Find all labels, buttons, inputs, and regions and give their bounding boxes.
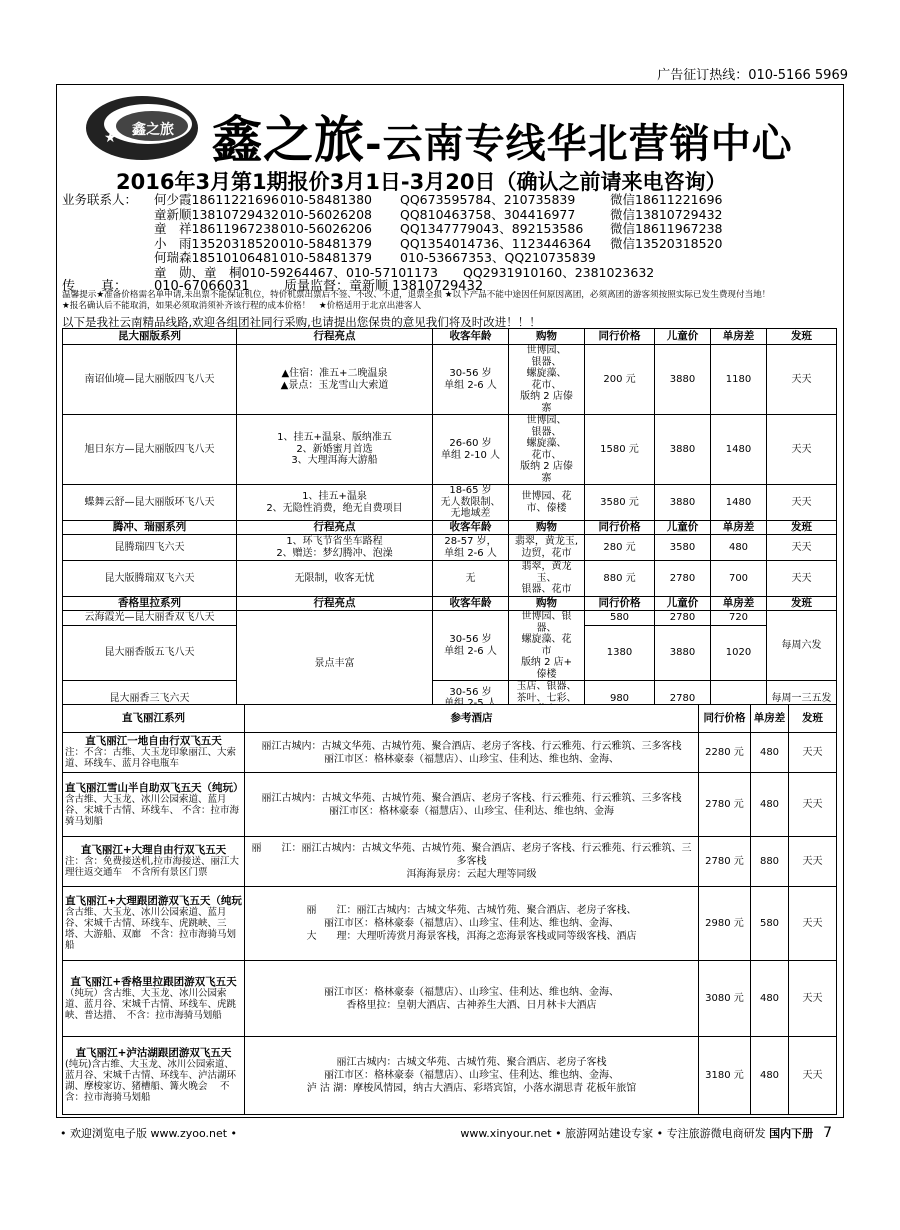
footer-left: • 欢迎浏览电子版 www.zyoo.net • <box>60 1127 238 1140</box>
table-row <box>63 773 837 837</box>
table-row <box>63 561 837 597</box>
table-row <box>63 961 837 1037</box>
route-child-price: 2780 <box>655 681 711 717</box>
route-child-price: 2780 <box>655 611 711 626</box>
product-peer-price: 3180 元 <box>699 1037 751 1115</box>
route-peer-price: 580 <box>585 611 655 626</box>
product-peer-price: 2780 元 <box>699 773 751 837</box>
ad-hotline: 广告征订热线：010-5166 5969 <box>657 68 848 83</box>
contact-name: 小 雨13520318520 <box>154 235 279 251</box>
route-age: 18-65 岁 无人数限制、 无地域差 <box>433 485 509 521</box>
route-departure: 每周一三五发 <box>767 681 837 717</box>
table-row <box>63 611 837 626</box>
section-header <box>63 521 837 535</box>
contact-name: 童 祥18611967238 <box>154 221 279 236</box>
product-cell <box>63 773 245 837</box>
route-single-supplement: 1180 <box>711 345 767 415</box>
product-departure: 天天 <box>789 837 837 887</box>
product-name: 直飞丽江一地自由行双飞五天 <box>85 735 222 747</box>
col-peer: 同行价格 <box>585 597 655 611</box>
footer-right <box>460 1125 832 1141</box>
route-child-price: 3880 <box>655 345 711 415</box>
contact-name: 何瑞森18510106481 <box>154 250 279 265</box>
product-peer-price: 2980 元 <box>699 887 751 961</box>
section-header <box>63 597 837 611</box>
table-row <box>63 1037 837 1115</box>
col-age: 收客年龄 <box>433 597 509 611</box>
route-peer-price: 980 <box>585 681 655 717</box>
col-hotel: 参考酒店 <box>245 705 699 733</box>
col-age: 收客年龄 <box>433 329 509 345</box>
footer-section: 国内下册 <box>769 1127 814 1140</box>
section-header <box>63 705 837 733</box>
product-single-supplement: 480 <box>751 1037 789 1115</box>
route-highlight: ▲住宿：准五+二晚温泉 ▲景点：玉龙雪山大索道 <box>237 345 433 415</box>
route-child-price: 3880 <box>655 485 711 521</box>
product-cell <box>63 887 245 961</box>
product-desc: (纯玩)含古维、大玉龙、冰川公园索道、蓝月谷、宋城千古情、环线车、泸沽湖环湖、摩梭家访、猪槽船、篝火晚会 不含：拉市海骑马划船 <box>65 1059 237 1103</box>
route-single-supplement: 1020 <box>711 625 767 680</box>
contact-name: 童新顺13810729432 <box>154 206 279 222</box>
col-peer: 同行价格 <box>585 521 655 535</box>
product-hotels: 丽江古城内：古城文华苑、古城竹苑、聚合酒店、老房子客栈、行云雅苑、行云雅筑、三多客栈 丽江市区：格林豪泰（福慧店）、山珍宝、佳利达、维也纳、金海、 <box>245 733 699 773</box>
product-peer-price: 2280 元 <box>699 733 751 773</box>
contact-row <box>62 222 722 237</box>
route-departure: 天天 <box>767 485 837 521</box>
contact-tel: 010-58481379 <box>280 235 372 251</box>
route-single-supplement: 720 <box>711 611 767 626</box>
route-departure: 天天 <box>767 345 837 415</box>
contact-qq: QQ1354014736、1123446364 <box>400 235 592 251</box>
route-peer-price: 200 元 <box>585 345 655 415</box>
col-single: 单房差 <box>711 521 767 535</box>
footer-site: www.xinyour.net • 旅游网站建设专家 • 专注旅游微电商研发 <box>460 1127 766 1140</box>
col-highlight: 行程亮点 <box>237 329 433 345</box>
route-name: 南诏仙境—昆大丽版四飞八天 <box>63 345 237 415</box>
product-desc: 注：含：免费接送机,拉市海接送、丽江大理往返交通车 不含所有景区门票 <box>65 856 240 878</box>
price-table-lijiang <box>62 704 837 1115</box>
contacts-label: 业务联系人： <box>62 192 138 207</box>
route-age: 30-56 岁 单组 2-6 人 <box>433 345 509 415</box>
table-row <box>63 345 837 415</box>
route-shop: 翡翠，黄龙 玉、 银器、花市 <box>509 561 585 597</box>
table-row <box>63 837 837 887</box>
route-peer-price: 280 元 <box>585 535 655 561</box>
product-name: 直飞丽江+大理跟团游双飞五天（纯玩 <box>65 895 242 907</box>
product-desc: （纯玩）含古维、大玉龙、冰川公园索道、蓝月谷、宋城千古情、环线车、虎跳峡、普达措、 不含：拉市海骑马划船 <box>65 987 237 1021</box>
col-shop: 购物 <box>509 597 585 611</box>
route-name: 昆大版腾瑞双飞六天 <box>63 561 237 597</box>
contact-wechat: 微信13520318520 <box>610 235 723 251</box>
route-age: 26-60 岁 单组 2-10 人 <box>433 415 509 485</box>
section-title: 昆大丽版系列 <box>63 329 237 345</box>
product-departure: 天天 <box>789 773 837 837</box>
contact-row <box>62 237 722 252</box>
product-cell <box>63 733 245 773</box>
route-child-price: 2780 <box>655 561 711 597</box>
product-departure: 天天 <box>789 733 837 773</box>
col-shop: 购物 <box>509 329 585 345</box>
col-highlight: 行程亮点 <box>237 597 433 611</box>
route-child-price: 3880 <box>655 415 711 485</box>
product-peer-price: 2780 元 <box>699 837 751 887</box>
route-single-supplement: 1480 <box>711 485 767 521</box>
col-depart: 发班 <box>789 705 837 733</box>
route-peer-price: 1380 <box>585 625 655 680</box>
product-name: 直飞丽江+大理自由行双飞五天 <box>80 844 227 856</box>
contact-qq: QQ673595784、210735839 <box>400 192 576 207</box>
fax-number: 010-67066031 <box>154 279 250 294</box>
route-departure: 天天 <box>767 535 837 561</box>
route-shop: 玉店、银器、 茶叶、七彩、 <box>509 681 585 717</box>
contact-wechat: 微信18611967238 <box>610 221 723 236</box>
product-hotels: 丽 江：丽江古城内：古城文华苑、古城竹苑、聚合酒店、老房子客栈、行云雅苑、行云雅筑、三多客栈 洱海海景房：云起大理等同级 <box>245 837 699 887</box>
section-header <box>63 329 837 345</box>
product-desc: 注：不含：古维、大玉龙印象丽江、大索道、环线车、蓝月谷电瓶车 <box>65 747 237 769</box>
route-shop: 世博园、 银器、 螺旋藻、 花市、 版纳 2 店傣 寨 <box>509 345 585 415</box>
col-highlight: 行程亮点 <box>237 521 433 535</box>
product-hotels: 丽江古城内：古城文华苑、古城竹苑、聚合酒店、老房子客栈、行云雅苑、行云雅筑、三多客栈 丽江市区：格林豪泰（福慧店）、山珍宝、佳利达、维也纳、金海 <box>245 773 699 837</box>
brand-logo <box>82 90 202 166</box>
col-peer: 同行价格 <box>699 705 751 733</box>
contact-tel: 010-56026208 <box>280 206 372 222</box>
page-number: 7 <box>823 1125 832 1141</box>
contacts-block <box>62 193 722 295</box>
section-title: 直飞丽江系列 <box>63 705 245 733</box>
quality-supervisor: 质量监督：童新顺 13810729432 <box>284 279 484 294</box>
route-departure: 天天 <box>767 415 837 485</box>
table-row <box>63 485 837 521</box>
route-shop: 世博园、 银器、 螺旋藻、 花市、 版纳 2 店傣 寨 <box>509 415 585 485</box>
col-child: 儿童价 <box>655 597 711 611</box>
route-highlight: 1、挂五+温泉 2、无隐性消费，绝无自费项目 <box>237 485 433 521</box>
price-table-routes <box>62 328 837 717</box>
contact-extra: 童 勋、童 桐010-59264467、010-57101173 QQ2931910160、2381023632 <box>154 264 655 280</box>
contact-qq: 010-53667353、QQ210735839 <box>400 250 596 265</box>
section-title: 香格里拉系列 <box>63 597 237 611</box>
table-row <box>63 415 837 485</box>
product-cell <box>63 837 245 887</box>
product-single-supplement: 480 <box>751 773 789 837</box>
contact-tel: 010-56026206 <box>280 221 372 236</box>
route-shop: 翡翠，黄龙玉, 边贸，花市 <box>509 535 585 561</box>
col-age: 收客年龄 <box>433 521 509 535</box>
route-shop: 世博园、花 市、傣楼 <box>509 485 585 521</box>
route-age: 30-56 岁 <box>433 681 509 717</box>
route-name: 昆大丽香三飞六天 <box>63 681 237 717</box>
route-age: 28-57 岁， 单组 2-6 人 <box>433 535 509 561</box>
col-single: 单房差 <box>711 597 767 611</box>
table-row <box>63 887 837 961</box>
contact-wechat: 微信18611221696 <box>610 192 723 207</box>
product-cell <box>63 1037 245 1115</box>
col-peer: 同行价格 <box>585 329 655 345</box>
product-name: 直飞丽江+泸沽湖跟团游双飞五天 <box>75 1047 232 1059</box>
product-single-supplement: 480 <box>751 961 789 1037</box>
fax-label: 传 真： <box>62 279 128 294</box>
logo-star-icon: ★ <box>104 130 117 146</box>
intro-text: 以下是我社云南精品线路,欢迎各组团社同行采购,也请提出您保贵的意见我们将及时改进！！！ <box>62 315 541 329</box>
brand-subtitle: -云南专线华北营销中心 <box>365 120 793 167</box>
contact-row <box>62 266 722 281</box>
route-age: 30-56 岁 单组 2-6 人 <box>433 611 509 681</box>
product-peer-price: 3080 元 <box>699 961 751 1037</box>
col-child: 儿童价 <box>655 521 711 535</box>
brand-title <box>212 100 793 172</box>
route-single-supplement: 480 <box>711 535 767 561</box>
route-peer-price: 3580 元 <box>585 485 655 521</box>
col-depart: 发班 <box>767 521 837 535</box>
route-single-supplement: 700 <box>711 561 767 597</box>
col-single: 单房差 <box>751 705 789 733</box>
route-single-supplement: 1480 <box>711 415 767 485</box>
product-single-supplement: 480 <box>751 733 789 773</box>
route-highlight: 无限制，收客无忧 <box>237 561 433 597</box>
contact-row <box>62 193 722 208</box>
product-hotels: 丽江市区：格林豪泰（福慧店）、山珍宝、佳利达、维也纳、金海、 香格里拉：皇朝大酒店、古神养生大酒、日月林卡大酒店 <box>245 961 699 1037</box>
product-cell <box>63 961 245 1037</box>
contact-row <box>62 251 722 266</box>
product-single-supplement: 880 <box>751 837 789 887</box>
route-departure: 每周六发 <box>767 611 837 681</box>
contact-wechat: 微信13810729432 <box>610 206 723 222</box>
product-hotels: 丽江古城内：古城文华苑、古城竹苑、聚合酒店、老房子客栈 丽江市区：格林豪泰（福慧店）、山珍宝、佳利达、维也纳、金海、 泸 沽 湖：摩梭风情园，纳古大酒店、彩塔宾馆，小落水湖思青 花板年旅馆 <box>245 1037 699 1115</box>
product-name: 直飞丽江雪山半自助双飞五天（纯玩） <box>65 781 244 794</box>
brand-name: 鑫之旅 <box>212 110 365 169</box>
route-child-price: 3880 <box>655 625 711 680</box>
table-row <box>63 535 837 561</box>
route-peer-price: 1580 元 <box>585 415 655 485</box>
route-name: 昆大丽香版五飞八天 <box>63 625 237 680</box>
notice <box>62 290 770 312</box>
route-name: 云海霞光—昆大丽香双飞八天 <box>63 611 237 626</box>
notice-line: 温馨提示★准备价格需名单申请,未出票不能保证机位，特价机票出票后不签、不改、不退，退票全损 ★以下产品不能中途因任何原因离团，必须离团的游客须按照实际已发生费现付当地！ <box>62 290 771 300</box>
route-age: 无 <box>433 561 509 597</box>
col-depart: 发班 <box>767 597 837 611</box>
route-name: 旭日东方—昆大丽版四飞八天 <box>63 415 237 485</box>
product-departure: 天天 <box>789 887 837 961</box>
product-departure: 天天 <box>789 961 837 1037</box>
col-shop: 购物 <box>509 521 585 535</box>
col-single: 单房差 <box>711 329 767 345</box>
product-departure: 天天 <box>789 1037 837 1115</box>
contact-qq: QQ1347779043、892153586 <box>400 221 584 236</box>
contact-row <box>62 208 722 223</box>
route-name: 蝶舞云舒—昆大丽版环飞八天 <box>63 485 237 521</box>
product-desc: 含古维、大玉龙、冰川公园索道、蓝月谷、宋城千古情、环线车、 不含：拉市海骑马划船 <box>65 793 240 827</box>
contact-tel: 010-58481380 <box>280 192 372 207</box>
col-depart: 发班 <box>767 329 837 345</box>
route-shop: 世博园、银 器、 螺旋藻、花 市 版纳 2 店+ 傣楼 <box>509 611 585 681</box>
product-desc: 含古维、大玉龙、冰川公园索道、蓝月谷、宋城千古情、环线车、虎跳峡、三塔、大游船、双廊 不含：拉市海骑马划船 <box>65 907 237 951</box>
section-title: 腾冲、瑞丽系列 <box>63 521 237 535</box>
contact-qq: QQ810463758、304416977 <box>400 206 576 222</box>
route-peer-price: 880 元 <box>585 561 655 597</box>
table-row <box>63 733 837 773</box>
product-name: 直飞丽江+香格里拉跟团游双飞五天 <box>70 975 237 988</box>
price-period: 2016年3月第1期报价3月1日-3月20日（确认之前请来电咨询） <box>116 170 727 194</box>
notice-line: ★报名确认后不能取消，如果必须取消须补齐该行程的成本价格！ ★价格适用于北京出港客人 <box>62 301 422 311</box>
route-highlight: 1、环飞节省坐车路程 2、赠送：梦幻腾冲、泡澡 <box>237 535 433 561</box>
route-highlight: 景点丰富 <box>237 611 433 717</box>
contact-name: 何少霞18611221696 <box>154 192 279 207</box>
product-hotels: 丽 江：丽江古城内：古城文华苑、古城竹苑、聚合酒店、老房子客栈、 丽江市区：格林豪泰（福慧店）、山珍宝、佳利达、维也纳、金海、 大 理：大理听涛赏月海景客栈，洱海之恋海景客栈或同等级客栈、酒店 <box>245 887 699 961</box>
col-child: 儿童价 <box>655 329 711 345</box>
contact-tel: 010-58481379 <box>280 250 372 265</box>
logo-text: 鑫之旅 <box>132 122 174 138</box>
route-departure: 天天 <box>767 561 837 597</box>
route-highlight: 1、挂五+温泉、版纳准五 2、新婚蜜月首选 3、大理洱海大游船 <box>237 415 433 485</box>
route-name: 昆腾瑞四飞六天 <box>63 535 237 561</box>
route-child-price: 3580 <box>655 535 711 561</box>
product-single-supplement: 580 <box>751 887 789 961</box>
